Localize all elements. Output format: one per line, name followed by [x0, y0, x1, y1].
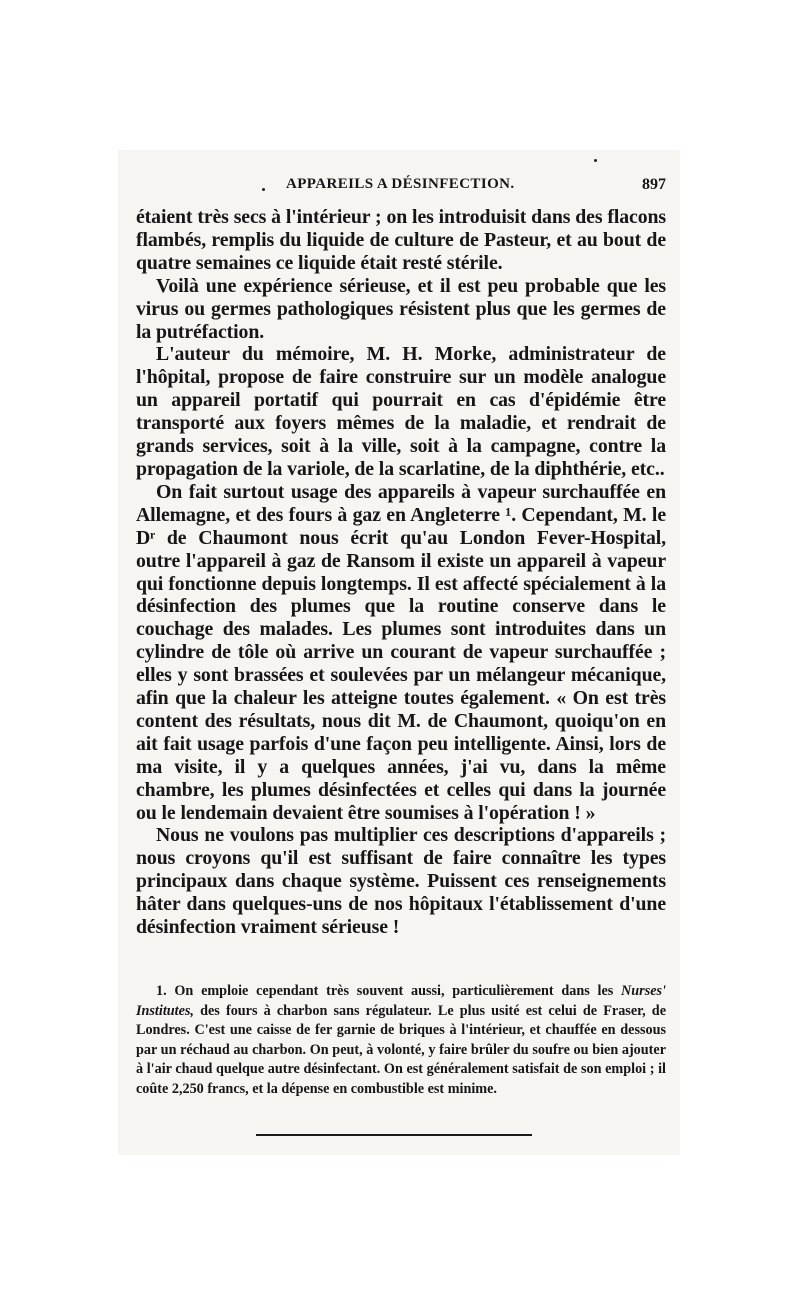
paragraph: Voilà une expérience sérieuse, et il est peu probable que les virus ou germes pathologiques résistent plus que les germes de la putréfaction.	[136, 274, 666, 343]
main-text	[136, 206, 666, 939]
running-header	[136, 176, 666, 198]
ink-speck	[594, 159, 597, 162]
bottom-rule	[256, 1134, 532, 1136]
footnote	[136, 982, 666, 1100]
paragraph: L'auteur du mémoire, M. H. Morke, administrateur de l'hôpital, propose de faire construire sur un modèle analogue un appareil portatif qui pourrait en cas d'épidémie être transporté aux foyers mêmes de la maladie, et rendrait de grands services, soit à la ville, soit à la campagne, contre la propagation de la variole, de la scarlatine, de la diphthérie, etc..	[136, 343, 666, 480]
footnote-marker: 1.	[156, 983, 167, 999]
page-number: 897	[642, 176, 666, 193]
footnote-text-after: des fours à charbon sans régulateur. Le plus usité est celui de Fraser, de Londres. C'est une caisse de fer garnie de briques à l'intérieur, et chauffée en dessous par un réchaud au charbon. On peut, à volonté, y faire brûler du soufre ou bien ajouter à l'air chaud quelque autre désinfectant. On est généralement satisfait de son emploi ; il coûte 2,250 francs, et la dépense en combustible est minime.	[136, 1002, 666, 1097]
paragraph: On fait surtout usage des appareils à vapeur surchauffée en Allemagne, et des fours à gaz en Angleterre ¹. Cependant, M. le Dʳ de Chaumont nous écrit qu'au London Fever-Hospital, outre l'appareil à gaz de Ransom il existe un appareil à vapeur qui fonctionne depuis longtemps. Il est affecté spécialement à la désinfection des plumes que la routine conserve dans le couchage des malades. Les plumes sont introduites dans un cylindre de tôle où arrive un courant de vapeur surchauffée ; elles y sont brassées et soulevées par un mélangeur mécanique, afin que la chaleur les atteigne toutes également. « On est très content des résultats, nous dit M. de Chaumont, quoiqu'on en ait fait usage parfois d'une façon peu intelligente. Ainsi, lors de ma visite, il y a quelques années, j'ai vu, dans la même chambre, les plumes désinfectées et celles qui dans la journée ou le lendemain devaient être soumises à l'opération ! »	[136, 480, 666, 824]
footnote-italic: Nurses' Institutes,	[136, 983, 666, 1019]
footnote-text-before: On emploie cependant très souvent aussi, particulièrement dans les	[166, 983, 622, 999]
running-title: APPAREILS A DÉSINFECTION.	[286, 176, 515, 192]
paragraph: étaient très secs à l'intérieur ; on les introduisit dans des flacons flambés, remplis du liquide de culture de Pasteur, et au bout de quatre semaines ce liquide était resté stérile.	[136, 206, 666, 274]
paragraph: Nous ne voulons pas multiplier ces descriptions d'appareils ; nous croyons qu'il est suffisant de faire connaître les types principaux dans chaque système. Puissent ces renseignements hâter dans quelques-uns de nos hôpitaux l'établissement d'une désinfection vraiment sérieuse !	[136, 824, 666, 939]
